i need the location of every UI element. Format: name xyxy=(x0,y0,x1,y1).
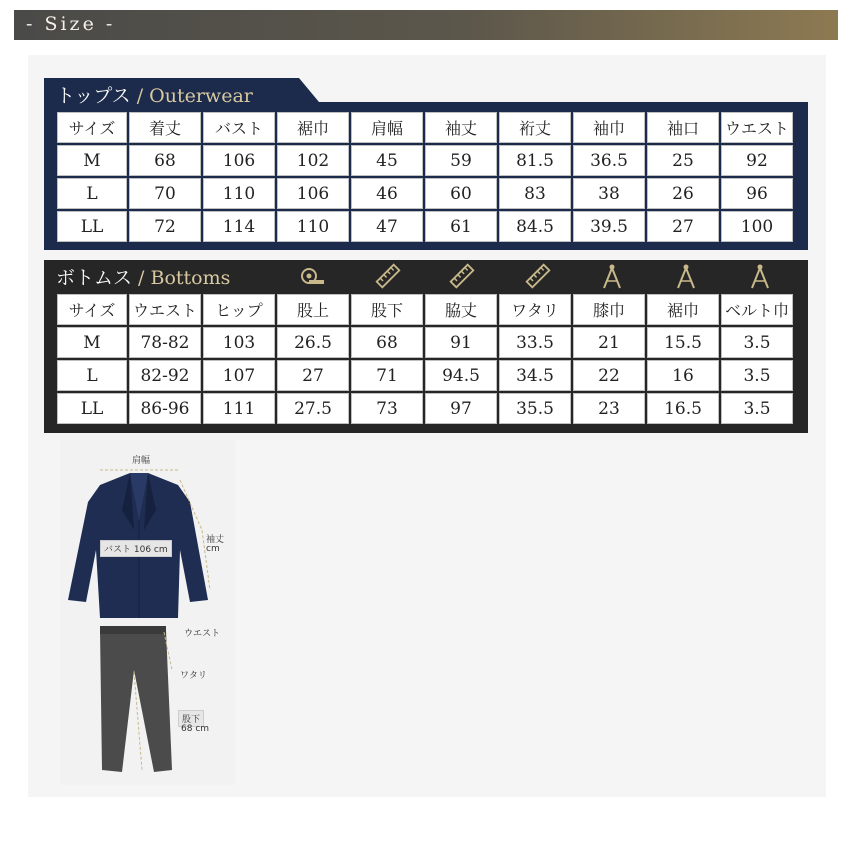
sleeve-unit-label: cm xyxy=(206,544,220,554)
table-cell: 22 xyxy=(573,360,645,391)
table-cell: 68 xyxy=(129,145,201,176)
table-row xyxy=(57,211,793,242)
table-cell: LL xyxy=(57,211,127,242)
bottoms-title-jp: ボトムス xyxy=(56,267,133,289)
table-row xyxy=(57,145,793,176)
tops-section xyxy=(44,78,808,250)
shoulder-label: 肩幅 xyxy=(132,456,151,466)
table-cell: 15.5 xyxy=(647,327,719,358)
table-cell: 110 xyxy=(203,178,275,209)
table-cell: 78-82 xyxy=(129,327,201,358)
table-header-cell: 裾巾 xyxy=(277,112,349,143)
table-cell: 68 xyxy=(351,327,423,358)
bottoms-section xyxy=(44,260,808,433)
table-cell: 97 xyxy=(425,393,497,424)
table-row xyxy=(57,178,793,209)
inseam-label: 股下 xyxy=(178,710,204,727)
thigh-label: ワタリ xyxy=(180,671,207,681)
table-cell: 107 xyxy=(203,360,275,391)
table-cell: 16 xyxy=(647,360,719,391)
tops-title-en: Outerwear xyxy=(149,85,253,107)
table-cell: 94.5 xyxy=(425,360,497,391)
table-cell: 83 xyxy=(499,178,571,209)
table-cell: 61 xyxy=(425,211,497,242)
table-cell: 34.5 xyxy=(499,360,571,391)
table-cell: 81.5 xyxy=(499,145,571,176)
table-header-cell: バスト xyxy=(203,112,275,143)
table-cell: 96 xyxy=(721,178,793,209)
table-header-row xyxy=(57,294,793,325)
sleeve-label: 袖丈 xyxy=(206,535,225,545)
table-cell: 59 xyxy=(425,145,497,176)
table-header-cell: 膝巾 xyxy=(573,294,645,325)
table-header-cell: 袖丈 xyxy=(425,112,497,143)
table-cell: 82-92 xyxy=(129,360,201,391)
table-header-cell: ウエスト xyxy=(129,294,201,325)
table-cell: 23 xyxy=(573,393,645,424)
table-cell: 111 xyxy=(203,393,275,424)
table-cell: 70 xyxy=(129,178,201,209)
table-cell: 27 xyxy=(647,211,719,242)
table-cell: 3.5 xyxy=(721,393,793,424)
table-cell: LL xyxy=(57,393,127,424)
ruler-icon xyxy=(524,262,552,290)
table-cell: 45 xyxy=(351,145,423,176)
table-cell: 103 xyxy=(203,327,275,358)
bottoms-size-table xyxy=(55,292,795,426)
table-cell: M xyxy=(57,145,127,176)
table-cell: 39.5 xyxy=(573,211,645,242)
table-header-cell: 肩幅 xyxy=(351,112,423,143)
tape-measure-icon xyxy=(298,262,326,290)
table-cell: 73 xyxy=(351,393,423,424)
table-cell: 27.5 xyxy=(277,393,349,424)
measure-icons-row xyxy=(44,262,808,290)
table-cell: 27 xyxy=(277,360,349,391)
table-header-cell: ウエスト xyxy=(721,112,793,143)
table-header-cell: ヒップ xyxy=(203,294,275,325)
table-row xyxy=(57,327,793,358)
table-header-cell: サイズ xyxy=(57,294,127,325)
table-cell: 114 xyxy=(203,211,275,242)
table-row xyxy=(57,360,793,391)
table-header-cell: サイズ xyxy=(57,112,127,143)
table-cell: 71 xyxy=(351,360,423,391)
table-cell: 26.5 xyxy=(277,327,349,358)
ruler-icon xyxy=(448,262,476,290)
table-header-cell: ベルト巾 xyxy=(721,294,793,325)
table-cell: 3.5 xyxy=(721,360,793,391)
table-cell: 47 xyxy=(351,211,423,242)
table-cell: 3.5 xyxy=(721,327,793,358)
tops-title xyxy=(56,81,253,107)
table-header-cell: 股下 xyxy=(351,294,423,325)
table-cell: 46 xyxy=(351,178,423,209)
tops-size-table xyxy=(55,110,795,244)
table-header-cell: 裄丈 xyxy=(499,112,571,143)
bottoms-title-sep: / xyxy=(132,267,151,289)
bottoms-title-en: Bottoms xyxy=(150,267,231,289)
compass-icon xyxy=(598,262,626,290)
table-header-cell: 股上 xyxy=(277,294,349,325)
table-cell: 16.5 xyxy=(647,393,719,424)
table-cell: 38 xyxy=(573,178,645,209)
table-cell: 102 xyxy=(277,145,349,176)
table-cell: 91 xyxy=(425,327,497,358)
size-header-title: - Size - xyxy=(26,13,116,35)
waist-label: ウエスト xyxy=(184,629,221,639)
table-cell: 92 xyxy=(721,145,793,176)
table-header-row xyxy=(57,112,793,143)
tops-title-sep: / xyxy=(130,85,150,107)
table-header-cell: 裾巾 xyxy=(647,294,719,325)
table-header-cell: 袖巾 xyxy=(573,112,645,143)
table-cell: 60 xyxy=(425,178,497,209)
table-cell: 100 xyxy=(721,211,793,242)
table-cell: 110 xyxy=(277,211,349,242)
compass-icon xyxy=(746,262,774,290)
table-cell: M xyxy=(57,327,127,358)
inseam-value-label: 68 cm xyxy=(181,724,210,734)
table-cell: 21 xyxy=(573,327,645,358)
tops-title-jp: トップス xyxy=(56,85,131,107)
table-cell: 86-96 xyxy=(129,393,201,424)
table-cell: 26 xyxy=(647,178,719,209)
table-header-cell: 袖口 xyxy=(647,112,719,143)
table-cell: 36.5 xyxy=(573,145,645,176)
table-header-cell: 脇丈 xyxy=(425,294,497,325)
table-header-cell: 着丈 xyxy=(129,112,201,143)
table-cell: 35.5 xyxy=(499,393,571,424)
table-cell: L xyxy=(57,178,127,209)
table-cell: 25 xyxy=(647,145,719,176)
table-cell: 84.5 xyxy=(499,211,571,242)
size-header-bar xyxy=(14,10,838,40)
table-cell: 33.5 xyxy=(499,327,571,358)
table-cell: L xyxy=(57,360,127,391)
table-cell: 106 xyxy=(277,178,349,209)
compass-icon xyxy=(672,262,700,290)
table-row xyxy=(57,393,793,424)
table-header-cell: ワタリ xyxy=(499,294,571,325)
ruler-icon xyxy=(374,262,402,290)
table-cell: 106 xyxy=(203,145,275,176)
suit-measurement-figure xyxy=(60,440,235,785)
table-cell: 72 xyxy=(129,211,201,242)
bust-label: バスト 106 cm xyxy=(100,540,172,557)
